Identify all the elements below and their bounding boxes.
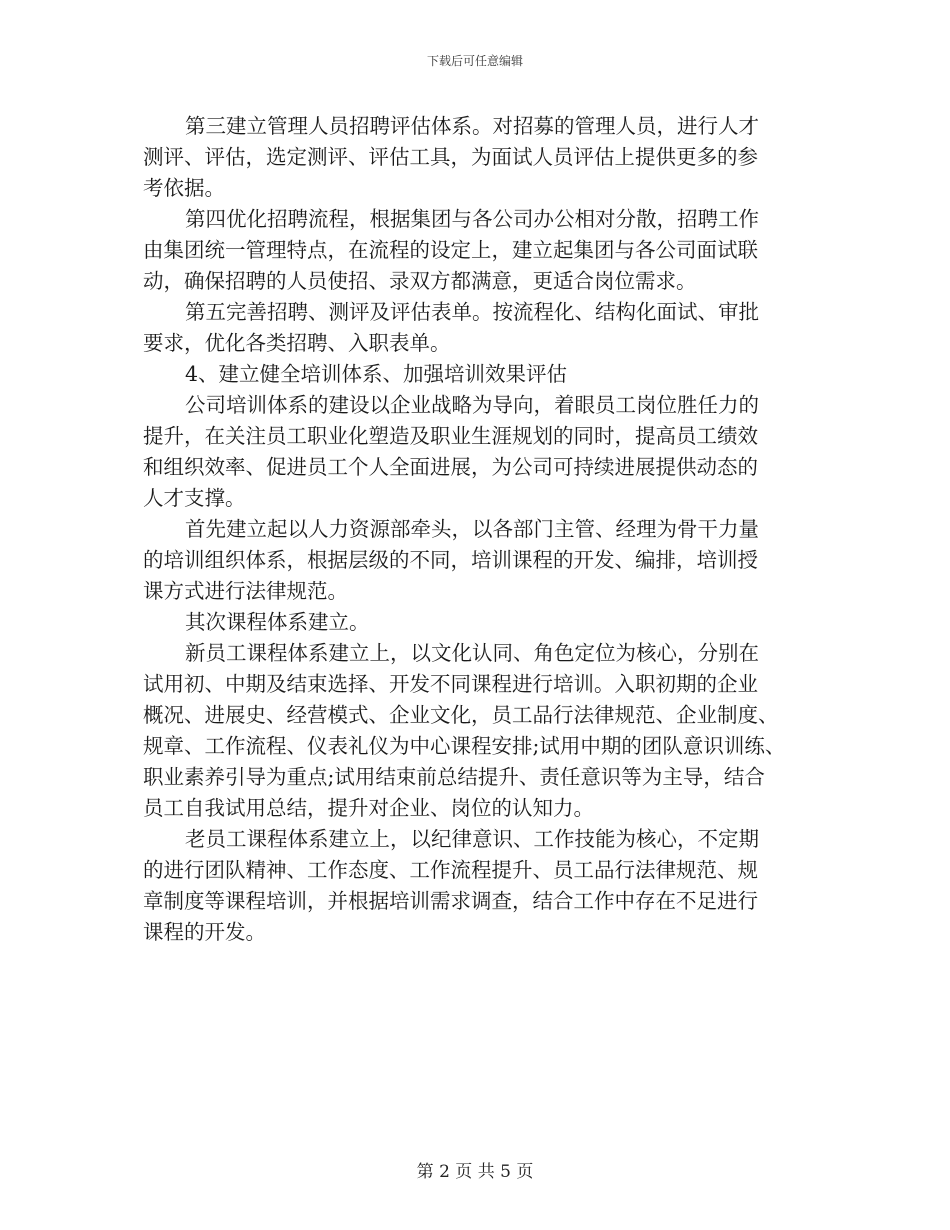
text-line: 的培训组织体系，根据层级的不同，培训课程的开发、编排，培训授	[143, 548, 758, 572]
text-line: 老员工课程体系建立上，以纪律意识、工作技能为核心，不定期	[185, 827, 759, 851]
paragraph	[143, 390, 828, 514]
text-line: 人才支撑。	[143, 486, 246, 510]
text-line: 课方式进行法律规范。	[143, 579, 348, 603]
text-line: 第三建立管理人员招聘评估体系。对招募的管理人员，进行人才	[185, 114, 759, 138]
paragraph	[143, 514, 828, 607]
text-line: 提升，在关注员工职业化塑造及职业生涯规划的同时，提高员工绩效	[143, 424, 758, 448]
section-heading-text: 4、建立健全培训体系、加强培训效果评估	[185, 362, 568, 386]
text-line: 试用初、中期及结束选择、开发不同课程进行培训。入职初期的企业	[143, 672, 758, 696]
text-line: 动，确保招聘的人员使招、录双方都满意，更适合岗位需求。	[143, 269, 697, 293]
text-line: 其次课程体系建立。	[185, 610, 370, 634]
text-line: 规章、工作流程、仪表礼仪为中心课程安排;试用中期的团队意识训练、	[143, 734, 786, 758]
paragraph	[143, 824, 828, 948]
page-number-footer: 第 2 页 共 5 页	[416, 1162, 534, 1182]
text-line: 第五完善招聘、测评及评估表单。按流程化、结构化面试、审批	[185, 300, 759, 324]
text-line: 员工自我试用总结，提升对企业、岗位的认知力。	[143, 796, 594, 820]
text-line: 要求，优化各类招聘、入职表单。	[143, 331, 451, 355]
text-line: 测评、评估，选定测评、评估工具，为面试人员评估上提供更多的参	[143, 145, 758, 169]
paragraph	[143, 607, 828, 638]
text-line: 和组织效率、促进员工个人全面进展，为公司可持续进展提供动态的	[143, 455, 758, 479]
text-line: 章制度等课程培训，并根据培训需求调查，结合工作中存在不足进行	[143, 889, 758, 913]
text-line: 考依据。	[143, 176, 225, 200]
text-line: 课程的开发。	[143, 920, 266, 944]
text-line: 第四优化招聘流程，根据集团与各公司办公相对分散，招聘工作	[185, 207, 759, 231]
text-line: 的进行团队精神、工作态度、工作流程提升、员工品行法律规范、规	[143, 858, 758, 882]
page-header: 下载后可任意编辑	[426, 54, 523, 68]
paragraph	[143, 638, 828, 824]
section-heading	[143, 359, 828, 390]
paragraph	[143, 111, 828, 204]
paragraph	[143, 297, 828, 359]
paragraph	[143, 204, 828, 297]
text-line: 概况、进展史、经营模式、企业文化，员工品行法律规范、企业制度、	[143, 703, 779, 727]
text-line: 新员工课程体系建立上，以文化认同、角色定位为核心，分别在	[185, 641, 759, 665]
document-body	[143, 111, 828, 948]
text-line: 职业素养引导为重点;试用结束前总结提升、责任意识等为主导，结合	[143, 765, 765, 789]
text-line: 公司培训体系的建设以企业战略为导向，着眼员工岗位胜任力的	[185, 393, 759, 417]
text-line: 首先建立起以人力资源部牵头，以各部门主管、经理为骨干力量	[185, 517, 759, 541]
text-line: 由集团统一管理特点，在流程的设定上，建立起集团与各公司面试联	[143, 238, 758, 262]
